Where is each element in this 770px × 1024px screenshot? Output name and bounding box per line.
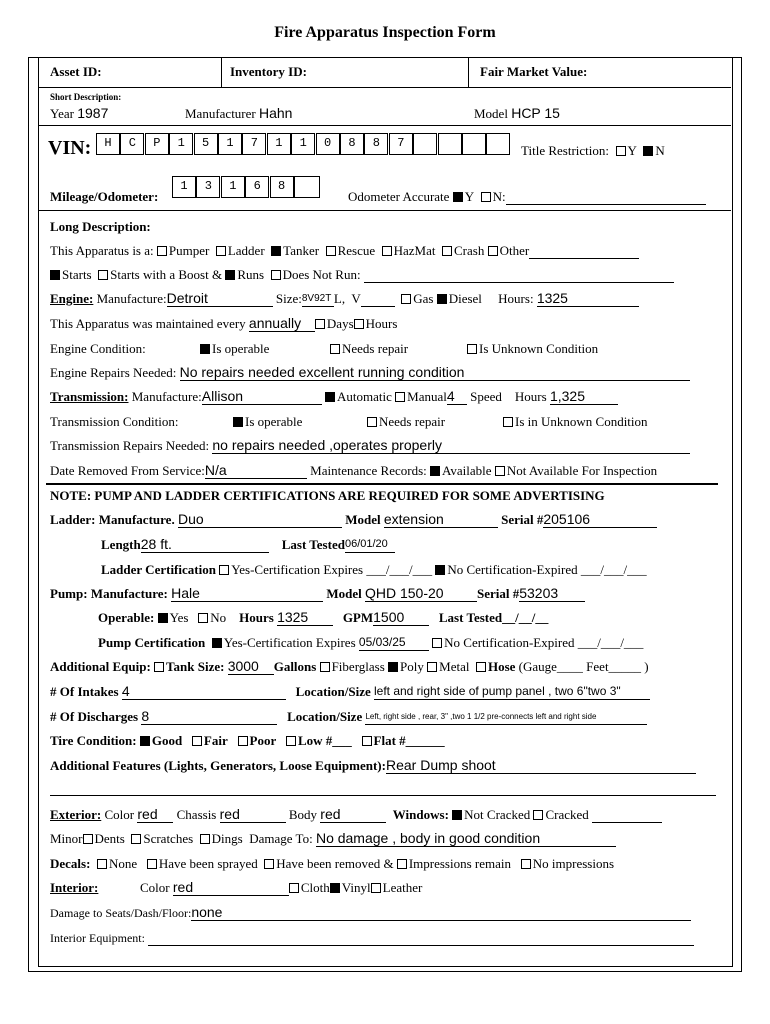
- starts-boost-checkbox[interactable]: [98, 270, 108, 280]
- interior-damage-field[interactable]: none: [191, 905, 691, 921]
- gas-label: Gas: [413, 291, 434, 306]
- header-col-divider: [468, 58, 469, 87]
- diesel-label: Diesel: [448, 291, 482, 306]
- engine-condition-label: Engine Condition:: [50, 341, 146, 356]
- cracked-checkbox[interactable]: [533, 810, 543, 820]
- rescue-checkbox[interactable]: [326, 246, 336, 256]
- vin-char-box[interactable]: [413, 133, 437, 155]
- runs-checkbox[interactable]: [225, 270, 235, 280]
- gallons-label: Gallons: [273, 659, 317, 674]
- discharges-label: # Of Discharges: [50, 709, 139, 724]
- engine-manufacture-field[interactable]: Detroit: [167, 291, 273, 307]
- hose-checkbox[interactable]: [476, 662, 486, 672]
- engine-hours-label: Hours:: [498, 291, 534, 306]
- vin-label: VIN:: [48, 137, 92, 159]
- engine-operable-checkbox[interactable]: [200, 344, 210, 354]
- vin-char-box[interactable]: 8: [340, 133, 364, 155]
- maintained-label: This Apparatus was maintained every: [50, 316, 246, 331]
- mileage-digit-box[interactable]: 6: [245, 176, 269, 198]
- dents-checkbox[interactable]: [83, 834, 93, 844]
- hazmat-label: HazMat: [393, 243, 436, 258]
- long-desc-title: Long Description:: [50, 219, 151, 234]
- starts-checkbox[interactable]: [50, 270, 60, 280]
- ladder-length-field[interactable]: 28 ft.: [141, 537, 269, 553]
- days-checkbox[interactable]: [315, 319, 325, 329]
- trans-repairs-label: Transmission Repairs Needed:: [50, 438, 210, 453]
- hours-checkbox[interactable]: [354, 319, 364, 329]
- trans-needs-repair-label: Needs repair: [379, 414, 446, 429]
- trans-unknown-checkbox[interactable]: [503, 417, 513, 427]
- pump-operable-yes-label: Yes: [169, 610, 189, 625]
- tire-flat-checkbox[interactable]: [362, 736, 372, 746]
- discharges-location-label: Location/Size: [287, 709, 363, 724]
- minor-label: Minor: [50, 831, 83, 846]
- hose-gauge-label: (Gauge____ Feet_____ ): [518, 659, 649, 674]
- intakes-field[interactable]: 4: [122, 684, 286, 700]
- ladder-model-field[interactable]: extension: [384, 512, 498, 528]
- tire-condition-label: Tire Condition:: [50, 733, 137, 748]
- ladder-last-tested-field[interactable]: 06/01/20: [345, 537, 395, 553]
- date-removed-label: Date Removed From Service:: [50, 463, 205, 478]
- speed-label: Speed: [470, 389, 502, 404]
- intakes-location-label: Location/Size: [295, 684, 371, 699]
- dings-label: Dings: [211, 831, 243, 846]
- does-not-run-label: Does Not Run:: [282, 267, 361, 282]
- engine-hours-field[interactable]: 1325: [537, 291, 639, 307]
- trans-hours-label: Hours: [514, 389, 547, 404]
- tire-low-checkbox[interactable]: [286, 736, 296, 746]
- fiberglass-checkbox[interactable]: [320, 662, 330, 672]
- vinyl-label: Vinyl: [341, 880, 371, 895]
- chassis-field[interactable]: red: [220, 807, 286, 823]
- ladder-serial-field[interactable]: 205106: [543, 512, 657, 528]
- impressions-remain-checkbox[interactable]: [397, 859, 407, 869]
- intakes-label: # Of Intakes: [50, 684, 119, 699]
- poly-checkbox[interactable]: [388, 662, 398, 672]
- trans-hours-field[interactable]: 1,325: [550, 389, 618, 405]
- odometer-accurate-label: Odometer Accurate: [348, 189, 450, 204]
- cloth-checkbox[interactable]: [289, 883, 299, 893]
- mileage-digit-box[interactable]: 3: [196, 176, 220, 198]
- trans-operable-checkbox[interactable]: [233, 417, 243, 427]
- tire-low-label: Low #___: [297, 733, 352, 748]
- fiberglass-label: Fiberglass: [331, 659, 385, 674]
- tank-size-checkbox[interactable]: [154, 662, 164, 672]
- pump-gpm-label: GPM: [342, 610, 374, 625]
- tanker-label: Tanker: [283, 243, 320, 258]
- does-not-run-field[interactable]: [364, 282, 674, 283]
- vin-divider: [38, 210, 731, 211]
- pump-last-tested-label: Last Tested__/__/__: [438, 610, 549, 625]
- discharges-location-field[interactable]: Left, right side , rear, 3" ,two 1 1/2 pre-connects left and right side: [365, 709, 647, 725]
- pumper-label: Pumper: [168, 243, 210, 258]
- mileage-digit-box[interactable]: 1: [172, 176, 196, 198]
- interior-damage-label: Damage to Seats/Dash/Floor:: [50, 906, 192, 920]
- odometer-n-checkbox[interactable]: [481, 192, 491, 202]
- decals-none-label: None: [108, 856, 138, 871]
- no-impressions-label: No impressions: [532, 856, 614, 871]
- pump-cert-no-label: No Certification-Expired ___/___/___: [444, 635, 644, 650]
- decals-label: Decals:: [50, 856, 91, 871]
- vin-char-box[interactable]: 8: [364, 133, 388, 155]
- title-restriction-n-label: N: [655, 143, 665, 158]
- vin-char-box[interactable]: [462, 133, 486, 155]
- pump-operable-label: Operable:: [98, 610, 155, 625]
- trans-operable-label: Is operable: [245, 414, 303, 429]
- vin-char-box[interactable]: H: [96, 133, 120, 155]
- pump-model-field[interactable]: QHD 150-20: [365, 586, 477, 602]
- damage-to-label: Damage To:: [249, 831, 313, 846]
- decals-sprayed-label: Have been sprayed: [158, 856, 258, 871]
- vin-char-box[interactable]: P: [145, 133, 169, 155]
- pump-operable-no-label: No: [210, 610, 227, 625]
- model-value[interactable]: HCP 15: [511, 105, 560, 121]
- windows-label: Windows:: [392, 807, 449, 822]
- cracked-label: Cracked: [545, 807, 589, 822]
- ladder-cert-no-label: No Certification-Expired ___/___/___: [447, 562, 647, 577]
- hours-label: Hours: [365, 316, 398, 331]
- days-label: Days: [326, 316, 354, 331]
- engine-unknown-checkbox[interactable]: [467, 344, 477, 354]
- speed-field[interactable]: 4: [447, 389, 467, 405]
- ladder-manufacture-label: Ladder: Manufacture.: [50, 512, 175, 527]
- starts-boost-label: Starts with a Boost &: [110, 267, 223, 282]
- year-value[interactable]: 1987: [77, 105, 109, 121]
- automatic-checkbox[interactable]: [325, 392, 335, 402]
- tire-poor-checkbox[interactable]: [238, 736, 248, 746]
- odometer-y-label: Y: [464, 189, 475, 204]
- ladder-cert-yes-checkbox[interactable]: [219, 565, 229, 575]
- trans-manufacture-field[interactable]: Allison: [202, 389, 322, 405]
- ladder-label: Ladder: [227, 243, 265, 258]
- year-label: Year: [50, 106, 74, 121]
- short-desc-label: Short Description:: [50, 92, 122, 102]
- engine-needs-repair-label: Needs repair: [342, 341, 409, 356]
- note-text: NOTE: PUMP AND LADDER CERTIFICATIONS ARE REQUIRED FOR SOME ADVERTISING: [50, 488, 605, 503]
- decals-removed-label: Have been removed &: [276, 856, 394, 871]
- decals-none-checkbox[interactable]: [97, 859, 107, 869]
- form-title: Fire Apparatus Inspection Form: [274, 24, 496, 41]
- tire-good-label: Good: [151, 733, 183, 748]
- pump-hours-field[interactable]: 1325: [277, 610, 333, 626]
- pump-cert-no-checkbox[interactable]: [432, 638, 442, 648]
- features-extra-line[interactable]: [50, 795, 716, 796]
- engine-unknown-label: Is Unknown Condition: [479, 341, 599, 356]
- body-field[interactable]: red: [320, 807, 386, 823]
- runs-label: Runs: [237, 267, 265, 282]
- impressions-remain-label: Impressions remain: [408, 856, 511, 871]
- not-cracked-label: Not Cracked: [464, 807, 531, 822]
- manufacturer-value[interactable]: Hahn: [259, 105, 293, 121]
- interior-equipment-field[interactable]: [148, 945, 694, 946]
- trans-unknown-label: Is in Unknown Condition: [515, 414, 648, 429]
- maintained-field[interactable]: annually: [249, 316, 315, 332]
- pump-operable-no-checkbox[interactable]: [198, 613, 208, 623]
- metal-checkbox[interactable]: [427, 662, 437, 672]
- fair-market-label: Fair Market Value:: [480, 64, 588, 79]
- pump-hours-label: Hours: [239, 610, 274, 625]
- vin-char-box[interactable]: 7: [389, 133, 413, 155]
- vin-char-box[interactable]: 1: [267, 133, 291, 155]
- chassis-label: Chassis: [176, 807, 217, 822]
- vin-char-box[interactable]: 1: [291, 133, 315, 155]
- vin-char-box[interactable]: 0: [316, 133, 340, 155]
- trans-repairs-field[interactable]: no repairs needed ,operates properly: [212, 438, 690, 454]
- engine-v-label: V: [351, 291, 361, 306]
- engine-needs-repair-checkbox[interactable]: [330, 344, 340, 354]
- engine-label: Engine:: [50, 291, 94, 306]
- odometer-n-label: N:: [492, 189, 506, 204]
- engine-operable-label: Is operable: [212, 341, 270, 356]
- ladder-manufacture-field[interactable]: Duo: [178, 512, 342, 528]
- body-label: Body: [288, 807, 318, 822]
- vinyl-checkbox[interactable]: [330, 883, 340, 893]
- leather-checkbox[interactable]: [371, 883, 381, 893]
- manufacturer-label: Manufacturer: [185, 106, 256, 121]
- starts-label: Starts: [62, 267, 92, 282]
- trans-condition-label: Transmission Condition:: [50, 414, 179, 429]
- dings-checkbox[interactable]: [200, 834, 210, 844]
- not-cracked-checkbox[interactable]: [452, 810, 462, 820]
- title-restriction-label: Title Restriction:: [521, 143, 609, 158]
- title-restriction-y-label: Y: [627, 143, 637, 158]
- dents-label: Dents: [94, 831, 125, 846]
- metal-label: Metal: [439, 659, 470, 674]
- model-label: Model: [474, 106, 508, 121]
- pump-cert-yes-label: Yes-Certification Expires: [223, 635, 356, 650]
- mileage-digit-box[interactable]: 8: [270, 176, 294, 198]
- crash-checkbox[interactable]: [442, 246, 452, 256]
- diesel-checkbox[interactable]: [437, 294, 447, 304]
- cracked-field[interactable]: [592, 822, 662, 823]
- pump-cert-yes-field[interactable]: 05/03/25: [359, 635, 429, 651]
- exterior-label: Exterior:: [50, 807, 102, 822]
- title-restriction-n-checkbox[interactable]: [643, 146, 653, 156]
- ladder-checkbox[interactable]: [216, 246, 226, 256]
- other-label: Other: [499, 243, 530, 258]
- transmission-label: Transmission:: [50, 389, 129, 404]
- inventory-id-label: Inventory ID:: [230, 64, 307, 79]
- engine-size-field[interactable]: 8V92T: [302, 291, 334, 307]
- leather-label: Leather: [382, 880, 423, 895]
- engine-repairs-field[interactable]: No repairs needed excellent running condition: [180, 365, 690, 381]
- vin-char-box[interactable]: 7: [242, 133, 266, 155]
- manual-label: Manual: [407, 389, 447, 404]
- features-label: Additional Features (Lights, Generators, Loose Equipment):: [50, 758, 386, 773]
- interior-label: Interior:: [50, 880, 99, 895]
- ladder-last-tested-label: Last Tested: [281, 537, 345, 552]
- asset-id-label: Asset ID:: [50, 64, 102, 79]
- other-checkbox[interactable]: [488, 246, 498, 256]
- ladder-serial-label: Serial #: [501, 512, 544, 527]
- pump-operable-yes-checkbox[interactable]: [158, 613, 168, 623]
- pump-serial-label: Serial #: [476, 586, 520, 601]
- tank-size-field[interactable]: 3000: [228, 659, 274, 675]
- exterior-color-field[interactable]: red: [137, 807, 173, 823]
- engine-repairs-label: Engine Repairs Needed:: [50, 365, 177, 380]
- rescue-label: Rescue: [337, 243, 376, 258]
- apparatus-type-label: This Apparatus is a:: [50, 243, 154, 258]
- discharges-field[interactable]: 8: [141, 709, 277, 725]
- maint-records-label: Maintenance Records:: [310, 463, 427, 478]
- interior-color-field[interactable]: red: [173, 880, 289, 896]
- tanker-checkbox[interactable]: [271, 246, 281, 256]
- vin-char-box[interactable]: 5: [194, 133, 218, 155]
- interior-equipment-label: Interior Equipment:: [50, 931, 145, 945]
- vin-char-box[interactable]: C: [120, 133, 144, 155]
- odometer-n-field[interactable]: [506, 204, 706, 205]
- pump-gpm-field[interactable]: 1500: [373, 610, 429, 626]
- pump-manufacture-label: Pump: Manufacture:: [50, 586, 168, 601]
- ladder-cert-no-checkbox[interactable]: [435, 565, 445, 575]
- tank-size-label: Tank Size:: [166, 659, 225, 674]
- hose-label: Hose: [487, 659, 516, 674]
- automatic-label: Automatic: [337, 389, 392, 404]
- mileage-digit-box[interactable]: [294, 176, 320, 198]
- mileage-digit-box[interactable]: 1: [221, 176, 245, 198]
- ladder-model-label: Model: [345, 512, 381, 527]
- tire-poor-label: Poor: [249, 733, 277, 748]
- decals-sprayed-checkbox[interactable]: [147, 859, 157, 869]
- crash-label: Crash: [453, 243, 485, 258]
- header-divider: [38, 87, 731, 88]
- title-restriction-y-checkbox[interactable]: [616, 146, 626, 156]
- engine-l-label: L,: [333, 291, 346, 306]
- additional-equip-label: Additional Equip:: [50, 659, 151, 674]
- does-not-run-checkbox[interactable]: [271, 270, 281, 280]
- pumper-checkbox[interactable]: [157, 246, 167, 256]
- engine-manufacture-label: Manufacture:: [96, 291, 167, 306]
- ladder-length-label: Length: [101, 537, 141, 552]
- damage-to-field[interactable]: No damage , body in good condition: [316, 831, 616, 847]
- engine-size-label: Size:: [275, 291, 302, 306]
- intakes-location-field[interactable]: left and right side of pump panel , two 6"two 3": [374, 684, 650, 700]
- tire-fair-checkbox[interactable]: [192, 736, 202, 746]
- desc-divider: [38, 125, 731, 126]
- manual-checkbox[interactable]: [395, 392, 405, 402]
- tire-good-checkbox[interactable]: [140, 736, 150, 746]
- vin-char-box[interactable]: 1: [169, 133, 193, 155]
- pump-cert-yes-checkbox[interactable]: [212, 638, 222, 648]
- gas-checkbox[interactable]: [401, 294, 411, 304]
- records-available-label: Available: [441, 463, 492, 478]
- odometer-y-checkbox[interactable]: [453, 192, 463, 202]
- no-impressions-checkbox[interactable]: [521, 859, 531, 869]
- records-not-available-label: Not Available For Inspection: [506, 463, 658, 478]
- records-not-available-checkbox[interactable]: [495, 466, 505, 476]
- trans-manufacture-label: Manufacture:: [131, 389, 202, 404]
- other-field[interactable]: [529, 258, 639, 259]
- hazmat-checkbox[interactable]: [382, 246, 392, 256]
- mileage-label: Mileage/Odometer:: [50, 189, 159, 204]
- scratches-label: Scratches: [143, 831, 194, 846]
- trans-needs-repair-checkbox[interactable]: [367, 417, 377, 427]
- decals-removed-checkbox[interactable]: [264, 859, 274, 869]
- records-available-checkbox[interactable]: [430, 466, 440, 476]
- ladder-cert-yes-label: Yes-Certification Expires ___/___/___: [231, 562, 433, 577]
- date-removed-field[interactable]: N/a: [205, 463, 307, 479]
- tire-fair-label: Fair: [203, 733, 228, 748]
- pump-model-label: Model: [326, 586, 362, 601]
- ladder-cert-label: Ladder Certification: [101, 562, 216, 577]
- header-col-divider: [221, 58, 222, 87]
- vin-char-box[interactable]: [486, 133, 510, 155]
- tire-flat-label: Flat #______: [373, 733, 445, 748]
- cloth-label: Cloth: [300, 880, 330, 895]
- vin-char-box[interactable]: [438, 133, 462, 155]
- pump-manufacture-field[interactable]: Hale: [171, 586, 323, 602]
- exterior-color-label: Color: [104, 807, 135, 822]
- vin-char-box[interactable]: 1: [218, 133, 242, 155]
- scratches-checkbox[interactable]: [131, 834, 141, 844]
- engine-v-field[interactable]: [361, 306, 395, 307]
- poly-label: Poly: [400, 659, 424, 674]
- features-field[interactable]: Rear Dump shoot: [386, 758, 696, 774]
- pump-cert-label: Pump Certification: [98, 635, 206, 650]
- pump-serial-field[interactable]: 53203: [519, 586, 585, 602]
- interior-color-label: Color: [140, 880, 170, 895]
- note-divider: [46, 483, 718, 485]
